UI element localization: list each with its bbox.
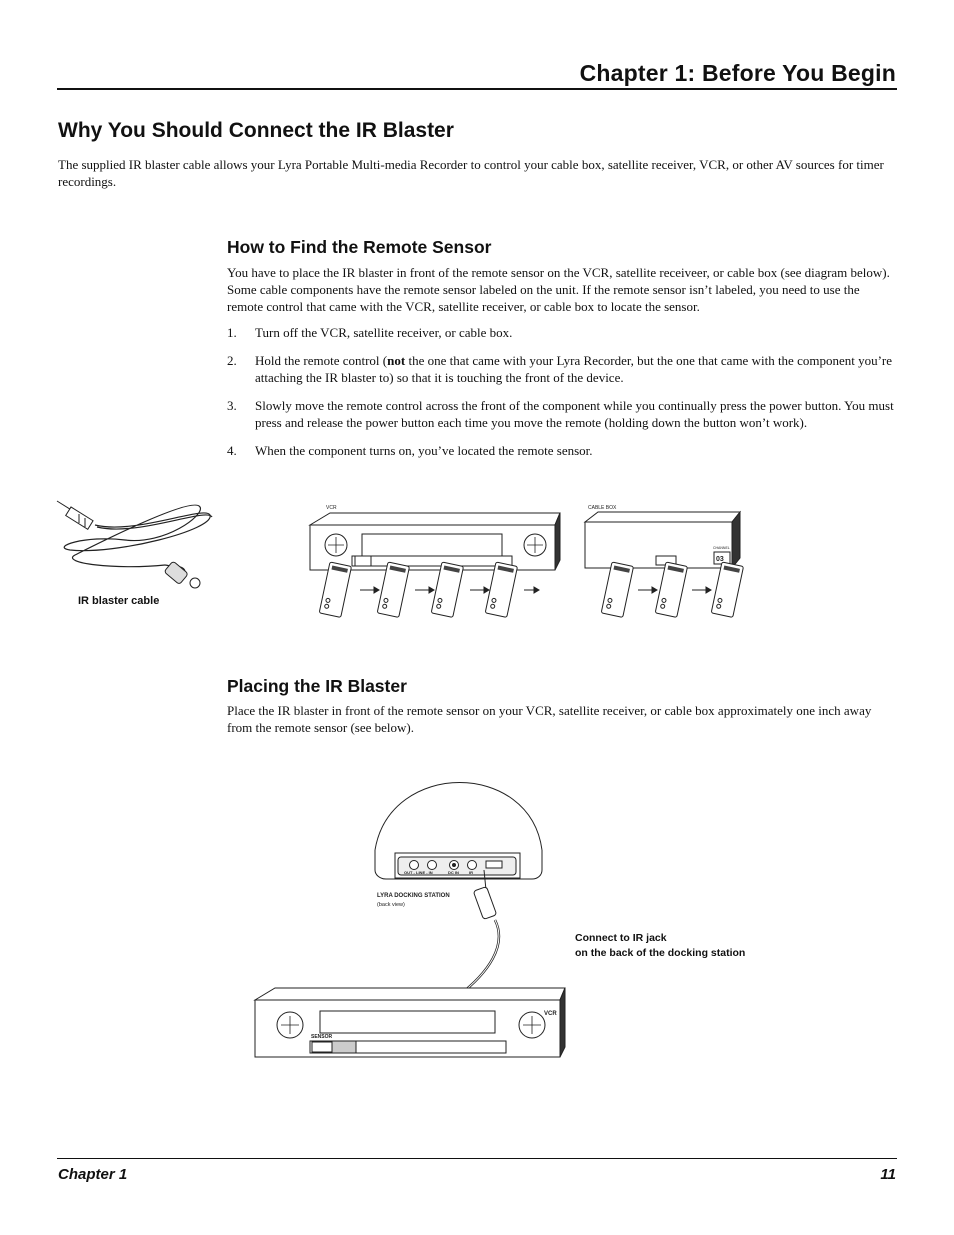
step-text-pre: Hold the remote control ( [255,353,388,368]
step-text-post: the one that came with your Lyra Recorder, but the one that came with the component you’re attaching the IR blaster to) so that it is touching the front of the device. [255,353,893,385]
ir-blaster-cable-illustration [55,495,220,595]
step-text-bold: not [387,353,406,368]
section-title-find-sensor: How to Find the Remote Sensor [227,237,492,257]
header-rule [57,88,897,90]
port-ir-label: IR [469,870,473,875]
step-number: 1. [227,325,237,340]
footer-rule [57,1158,897,1159]
intro-paragraph: The supplied IR blaster cable allows your Lyra Portable Multi-media Recorder to control your cable box, satellite receiver, VCR, or other AV sources for timer recordings. [58,157,884,189]
remote-control-icon [711,562,743,617]
port-dc-in-label: DC IN [448,870,459,875]
step-text [255,352,897,386]
channel-label: CHANNEL [713,546,730,550]
page-header-title: Chapter 1: Before You Begin [579,60,896,86]
docking-station-label: LYRA DOCKING STATION [377,893,450,899]
section-title-placing-blaster: Placing the IR Blaster [227,676,407,696]
sensor-label: SENSOR [311,1034,333,1040]
vcr-label: VCR [326,505,337,511]
vcr-illustration [290,500,565,625]
connect-ir-jack-label [575,931,745,961]
step-number: 4. [227,443,237,458]
step-number: 2. [227,353,237,368]
step-text: Turn off the VCR, satellite receiver, or cable box. [255,325,513,340]
step-3 [227,397,897,431]
remote-control-icon [655,562,687,617]
step-text: When the component turns on, you’ve located the remote sensor. [255,443,593,458]
step-1 [227,324,897,341]
step-4 [227,442,897,459]
connect-label-line1: Connect to IR jack [575,932,667,944]
channel-value: 03 [716,556,724,563]
find-sensor-paragraph: You have to place the IR blaster in front of the remote sensor on the VCR, satellite receiveer, or cable box (see diagram below). Some cable components have the remote sensor labeled on the unit. If the remote sensor isn’t labeled, you need to use the remote control that came with the VCR, satellite receiver, or cable box to locate the sensor. [227,265,890,314]
placing-blaster-paragraph: Place the IR blaster in front of the remote sensor on your VCR, satellite receiver, or cable box approximately one inch away from the remote sensor (see below). [227,703,872,735]
step-2 [227,352,897,386]
cable-box-label: CABLE BOX [588,505,617,511]
docking-station-sublabel: (back view) [377,902,405,908]
connect-label-line2: on the back of the docking station [575,947,746,959]
ir-blaster-cable-label: IR blaster cable [78,595,160,607]
page-number: 11 [880,1166,896,1183]
remote-control-icon [601,562,633,617]
vcr-with-blaster-illustration [250,985,570,1065]
step-number: 3. [227,398,237,413]
cable-box-illustration [580,500,755,625]
port-out-line-in-label: OUT - LINE - IN [404,870,433,875]
vcr-label-bottom: VCR [544,1011,557,1017]
section-title-why-connect: Why You Should Connect the IR Blaster [58,119,454,142]
footer-chapter: Chapter 1 [58,1166,128,1183]
step-text: Slowly move the remote control across the front of the component while you continually press the power button. You must press and release the power button each time you move the remote (holding down the button won’t work). [255,398,894,430]
